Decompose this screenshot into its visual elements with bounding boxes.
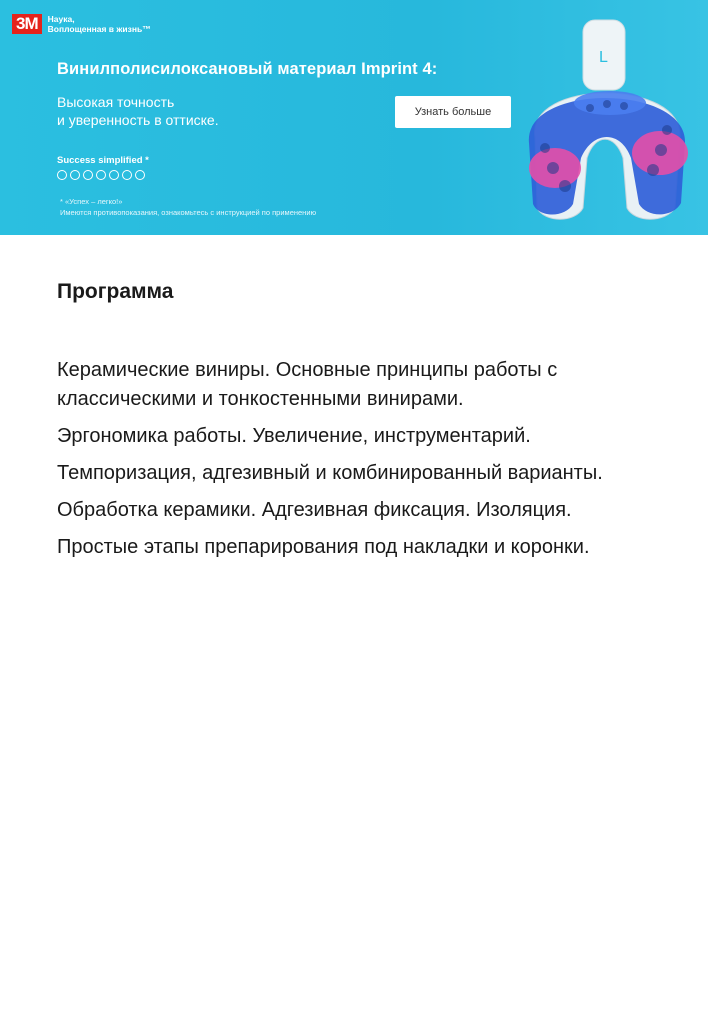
feature-icon-4 (96, 170, 106, 180)
logo-tagline-line2: Воплощенная в жизнь™ (47, 24, 151, 34)
program-heading: Программа (57, 280, 174, 303)
program-item: Темпоризация, адгезивный и комбинированный варианты. (57, 462, 603, 484)
ad-slogan: Success simplified * (57, 155, 149, 166)
program-item: Керамические виниры. Основные принципы работы с классическими и тонкостенными винирами. (57, 359, 558, 410)
logo-tagline (48, 14, 151, 34)
ad-subtitle (57, 93, 219, 129)
feature-icon-1 (57, 170, 67, 180)
logo-mark: 3M (12, 14, 42, 34)
logo-tagline-line1: Наука, (47, 14, 75, 24)
feature-icon-2 (70, 170, 80, 180)
program-item: Простые этапы препарирования под накладки и коронки. (57, 536, 590, 558)
ad-disclaimer (60, 196, 316, 218)
brand-logo (12, 14, 151, 34)
ad-subtitle-line1: Высокая точность (57, 94, 175, 110)
ad-subtitle-line2: и уверенность в оттиске. (57, 112, 219, 128)
feature-icons (57, 170, 145, 180)
ad-disclaimer-line1: * «Успех – легко!» (60, 197, 123, 206)
ad-disclaimer-line2: Имеются противопоказания, ознакомьтесь с инструкцией по применению (60, 208, 317, 217)
impression-tray-image (515, 18, 695, 228)
ad-banner[interactable] (0, 0, 708, 235)
program-item: Обработка керамики. Адгезивная фиксация. Изоляция. (57, 499, 572, 521)
feature-icon-7 (135, 170, 145, 180)
ad-title: Винилполисилоксановый материал Imprint 4: (57, 60, 438, 78)
feature-icon-3 (83, 170, 93, 180)
program-item: Эргономика работы. Увеличение, инструментарий. (57, 425, 531, 447)
tray-letter: L (599, 49, 608, 66)
feature-icon-5 (109, 170, 119, 180)
learn-more-button[interactable]: Узнать больше (395, 96, 511, 128)
program-content (57, 280, 677, 570)
feature-icon-6 (122, 170, 132, 180)
